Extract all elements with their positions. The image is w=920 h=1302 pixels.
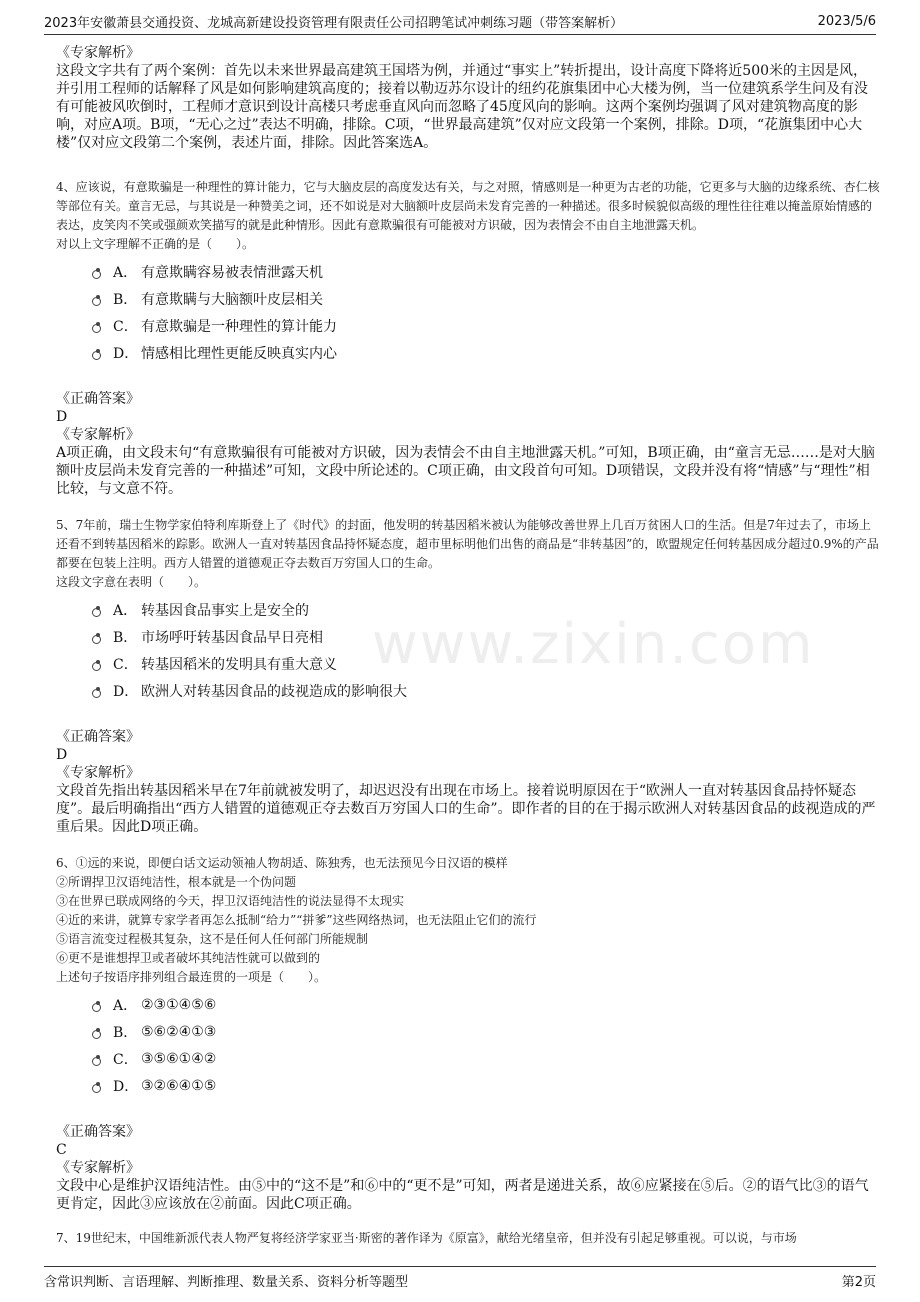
option-c[interactable]: C． ③⑤⑥①④② [92,1045,880,1072]
option-a[interactable]: A． 有意欺瞒容易被表情泄露天机 [92,258,880,285]
radio-icon[interactable] [92,689,101,698]
option-a[interactable]: A． ②③①④⑤⑥ [92,991,880,1018]
radio-icon[interactable] [92,1057,101,1066]
options-list [92,596,880,704]
radio-icon[interactable] [92,1030,101,1039]
question-line: ②所谓捍卫汉语纯洁性，根本就是一个伪问题 [56,875,297,889]
watermark: www.zixin.com [372,612,815,677]
question-text: 5、7年前，瑞士生物学家伯特利库斯登上了《时代》的封面，他发明的转基因稻米被认为能够改善世界上几百万贫困人口的生活。但是7年过去了，市场上还看不到转基因稻米的踪影。欧洲人一直对转基因食品持怀疑态度，超市里标明他们出售的商品是“非转基因”的，欧盟规定任何转基因成分超过0.9%的产品都要在包装上注明。西方人错置的道德观正夺去数百万穷国人口的生命。 [56,518,879,570]
question-prompt: 对以上文字理解不正确的是（ ）。 [56,237,255,251]
radio-icon[interactable] [92,608,101,617]
option-b[interactable]: B． 市场呼吁转基因食品早日亮相 [92,623,880,650]
question-text: 4、应该说，有意欺骗是一种理性的算计能力，它与大脑皮层的高度发达有关，与之对照，情感则是一种更为古老的功能，它更多与大脑的边缘系统、杏仁核等部位有关。童言无忌，与其说是一种赞美之词，还不如说是对大脑额叶皮层尚未发育完善的一种描述。很多时候貌似高级的理性往往难以掩盖原始情感的表达，皮笑肉不笑或强颜欢笑描写的就是此种情形。因此有意欺骗很有可能被对方识破，因为表情会不由自主地泄露天机。 [56,180,880,232]
option-b[interactable]: B． 有意欺瞒与大脑额叶皮层相关 [92,285,880,312]
q3-analysis: 这段文字共有了两个案例：首先以未来世界最高建筑王国塔为例，并通过“事实上”转折提出，设计高度下降将近500米的主因是风，并引用工程师的话解释了风是如何影响建筑高度的；接着以勒迈苏尔设计的纽约花旗集团中心大楼为例，当一位建筑系学生问及有没有可能被风吹倒时，工程师才意识到设计高楼只考虑垂直风向而忽略了45度风向的影响。这两个案例均强调了风对建筑物高度的影响，对应A项。B项，“无心之过”表达不明确，排除。C项，“世界最高建筑”仅对应文段第一个案例，排除。D项，“花旗集团中心大楼”仅对应文段第二个案例，表述片面，排除。因此答案选A。 [56,63,868,151]
question-line: ④近的来讲，就算专家学者再怎么抵制“给力”“拼爹”这些网络热词，也无法阻止它们的流行 [56,913,537,927]
question-prompt: 上述句子按语序排列组合最连贯的一项是（ ）。 [56,970,327,984]
radio-icon[interactable] [92,1084,101,1093]
question-line: ⑥更不是谁想捍卫或者破坏其纯洁性就可以做到的 [56,951,321,965]
option-a[interactable]: A． 转基因食品事实上是安全的 [92,596,880,623]
correct-answer: C [56,1142,67,1158]
options-list [92,258,880,366]
document-date: 2023/5/6 [817,13,876,29]
question-4 [56,178,880,498]
page-header [44,8,876,35]
question-line: 6、①远的来说，即便白话文运动领袖人物胡适、陈独秀，也无法预见今日汉语的模样 [56,856,508,870]
question-line: ③在世界已联成网络的今天，捍卫汉语纯洁性的说法显得不太现实 [56,894,405,908]
option-d[interactable]: D． 欧洲人对转基因食品的歧视造成的影响很大 [92,677,880,704]
expert-analysis-label: 《专家解析》 [56,45,140,61]
question-prompt: 这段文字意在表明（ ）。 [56,575,207,589]
expert-analysis-label: 《专家解析》 [56,1160,140,1176]
question-analysis: 文段首先指出转基因稻米早在7年前就被发明了，却迟迟没有出现在市场上。接着说明原因在于“欧洲人一直对转基因食品持怀疑态度”。最后明确指出“西方人错置的道德观正夺去数百万穷国人口的生命”。即作者的目的在于揭示欧洲人对转基因食品的歧视造成的严重后果。因此D项正确。 [56,783,876,835]
footer-note: 含常识判断、言语理解、判断推理、数量关系、资料分析等题型 [44,1274,409,1290]
expert-analysis-label: 《专家解析》 [56,765,140,781]
question-line: ⑤语言流变过程极其复杂，这不是任何人任何部门所能规制 [56,932,369,946]
question-6 [56,854,880,1213]
option-d[interactable]: D． 情感相比理性更能反映真实内心 [92,339,880,366]
page-footer [44,1266,876,1293]
option-c[interactable]: C． 有意欺骗是一种理性的算计能力 [92,312,880,339]
radio-icon[interactable] [92,270,101,279]
question-analysis: A项正确，由文段末句“有意欺骗很有可能被对方识破，因为表情会不由自主地泄露天机。”可知，B项正确，由“童言无忌……是对大脑额叶皮层尚未发育完善的一种描述”可知，文段中所论述的。C项正确，由文段首句可知。D项错误，文段并没有将“情感”与“理性”相比较，与文意不符。 [56,445,875,497]
radio-icon[interactable] [92,297,101,306]
question-5 [56,516,880,836]
option-d[interactable]: D． ③②⑥④①⑤ [92,1072,880,1099]
correct-answer: D [56,747,68,763]
question-7-text: 7、19世纪末，中国维新派代表人物严复将经济学家亚当·斯密的著作译为《原富》，献给光绪皇帝，但并没有引起足够重视。可以说，与市场 [56,1231,797,1245]
correct-answer-label: 《正确答案》 [56,391,140,407]
correct-answer-label: 《正确答案》 [56,729,140,745]
option-c[interactable]: C． 转基因稻米的发明具有重大意义 [92,650,880,677]
page-content [56,44,880,1256]
option-b[interactable]: B． ⑤⑥②④①③ [92,1018,880,1045]
radio-icon[interactable] [92,351,101,360]
document-title: 2023年安徽萧县交通投资、龙城高新建设投资管理有限责任公司招聘笔试冲刺练习题（带答案解析） [44,15,624,31]
question-analysis: 文段中心是维护汉语纯洁性。由⑤中的“这不是”和⑥中的“更不是”可知，两者是递进关系，故⑥应紧接在⑤后。②的语气比③的语气更肯定，因此③应该放在②前面。因此C项正确。 [56,1178,869,1212]
page-number: 第2页 [841,1274,876,1290]
radio-icon[interactable] [92,324,101,333]
correct-answer: D [56,409,68,425]
options-list [92,991,880,1099]
correct-answer-label: 《正确答案》 [56,1124,140,1140]
radio-icon[interactable] [92,662,101,671]
expert-analysis-label: 《专家解析》 [56,427,140,443]
radio-icon[interactable] [92,1003,101,1012]
radio-icon[interactable] [92,635,101,644]
